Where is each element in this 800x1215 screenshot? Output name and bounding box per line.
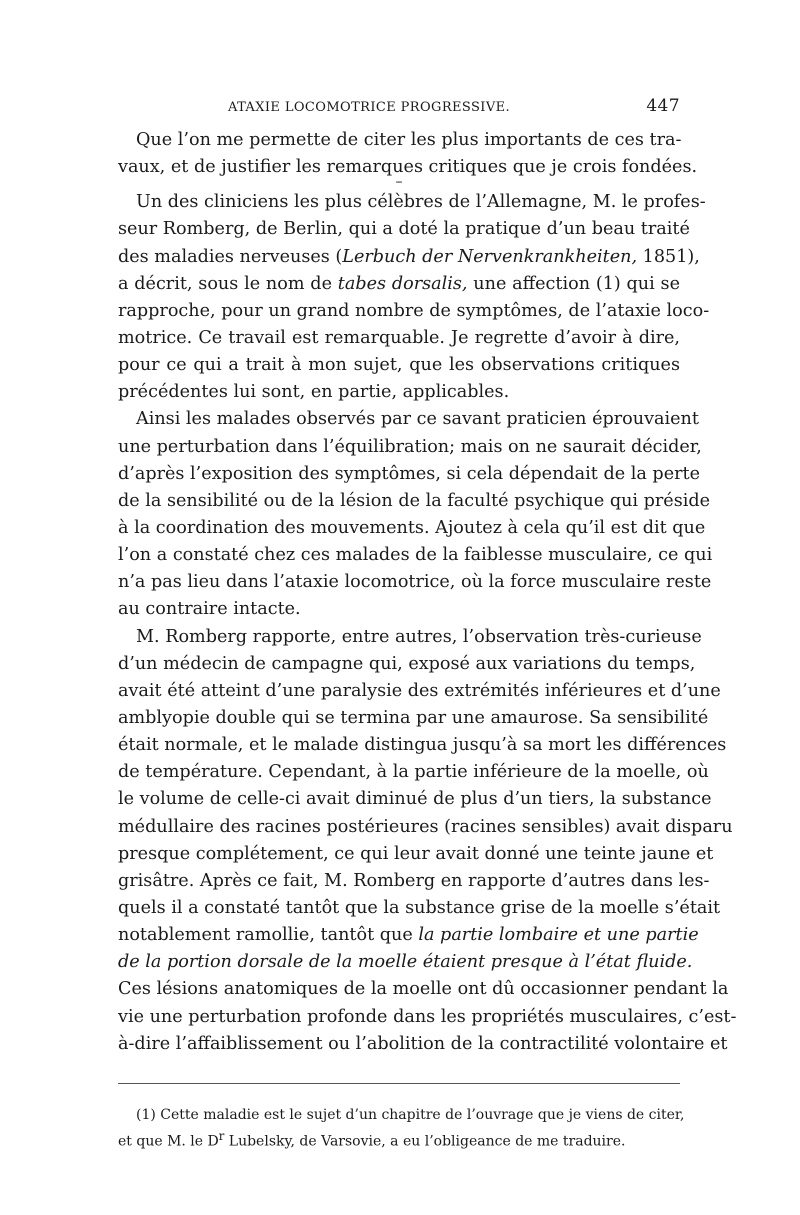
footnote xyxy=(118,1105,685,1150)
page-number: 447 xyxy=(646,96,680,116)
text-line: une perturbation dans l’équilibration; mais on ne saurait décider, xyxy=(118,436,702,457)
text-line: précédentes lui sont, en partie, applicables. xyxy=(118,382,510,403)
text-line: Un des cliniciens les plus célèbres de l’Allemagne, M. le profes- xyxy=(136,192,706,213)
superscript: r xyxy=(218,1129,225,1143)
text-line: l’on a constaté chez ces malades de la faiblesse musculaire, ce qui xyxy=(118,545,713,566)
text-line xyxy=(118,922,699,949)
text-line: de température. Cependant, à la partie inférieure de la moelle, où xyxy=(118,762,709,783)
text-line: de la sensibilité ou de la lésion de la faculté psychique qui préside xyxy=(118,490,711,511)
text-line: le volume de celle-ci avait diminué de plus d’un tiers, la substance xyxy=(118,789,712,810)
text-fragment: des maladies nerveuses ( xyxy=(118,246,343,267)
text-fragment: Lubelsky, de Varsovie, a eu l’obligeance de me traduire. xyxy=(224,1133,626,1150)
text-line: rapproche, pour un grand nombre de symptômes, de l’ataxie loco- xyxy=(118,300,710,321)
text-line: amblyopie double qui se termina par une amaurose. Sa sensibilité xyxy=(118,707,709,728)
book-title-italic: Lerbuch der Nervenkrankheiten, xyxy=(342,246,638,267)
text-line: avait été atteint d’une paralysie des extrémités inférieures et d’une xyxy=(118,680,721,701)
italic-fragment: la partie lombaire et une partie xyxy=(418,925,699,946)
text-line: d’un médecin de campagne qui, exposé aux variations du temps, xyxy=(118,653,696,674)
text-line: n’a pas lieu dans l’ataxie locomotrice, où la force musculaire reste xyxy=(118,572,712,593)
italic-fragment: de la portion dorsale de la moelle étaient presque à l’état fluide. xyxy=(118,952,693,973)
text-line: seur Romberg, de Berlin, qui a doté la pratique d’un beau traité xyxy=(118,219,690,240)
text-fragment: notablement ramollie, tantôt que xyxy=(118,925,419,946)
text-line: à-dire l’affaiblissement ou l’abolition de la contractilité volontaire et xyxy=(118,1033,728,1054)
body-text xyxy=(118,127,737,1058)
footnote-line: (1) Cette maladie est le sujet d’un chapitre de l’ouvrage que je viens de citer, xyxy=(136,1107,685,1123)
text-fragment: une affection (1) qui se xyxy=(467,273,680,294)
text-line: vaux, et de justifier les remarques critiques que je crois fondées. xyxy=(118,157,698,178)
text-line: motrice. Ce travail est remarquable. Je regrette d’avoir à dire, xyxy=(118,327,680,348)
text-line: grisâtre. Après ce fait, M. Romberg en rapporte d’autres dans les- xyxy=(118,870,710,891)
text-line: presque complétement, ce qui leur avait donné une teinte jaune et xyxy=(118,843,714,864)
text-line: Que l’on me permette de citer les plus importants de ces tra- xyxy=(136,130,682,150)
text-line: à la coordination des mouvements. Ajoutez à cela qu’il est dit que xyxy=(118,517,706,538)
text-line: au contraire intacte. xyxy=(118,599,301,620)
text-line xyxy=(118,949,693,976)
text-line xyxy=(118,244,700,271)
text-line xyxy=(118,271,680,298)
text-fragment: 1851), xyxy=(637,246,700,267)
text-line: vie une perturbation profonde dans les propriétés musculaires, c’est- xyxy=(118,1006,737,1027)
text-line: pour ce qui a trait à mon sujet, que les observations critiques xyxy=(118,355,680,376)
footnote-line xyxy=(118,1126,680,1150)
text-line: M. Romberg rapporte, entre autres, l’observation très-curieuse xyxy=(136,626,702,647)
text-line: était normale, et le malade distingua jusqu’à sa mort les différences xyxy=(118,735,727,756)
text-line: quels il a constaté tantôt que la substance grise de la moelle s’était xyxy=(118,897,721,918)
footnote-rule xyxy=(118,1083,680,1084)
disease-name-italic: tabes dorsalis, xyxy=(337,273,468,294)
text-line: médullaire des racines postérieures (racines sensibles) avait disparu xyxy=(118,816,733,837)
text-line: Ces lésions anatomiques de la moelle ont dû occasionner pendant la xyxy=(118,979,729,1000)
text-fragment: a décrit, sous le nom de xyxy=(118,273,338,294)
section-dash: – xyxy=(395,174,403,191)
page-header xyxy=(118,96,680,120)
text-fragment: et que M. le D xyxy=(118,1133,219,1150)
running-title: ATAXIE LOCOMOTRICE PROGRESSIVE. xyxy=(228,100,511,115)
text-line: d’après l’exposition des symptômes, si cela dépendait de la perte xyxy=(118,463,700,484)
text-line: Ainsi les malades observés par ce savant praticien éprouvaient xyxy=(136,409,699,430)
